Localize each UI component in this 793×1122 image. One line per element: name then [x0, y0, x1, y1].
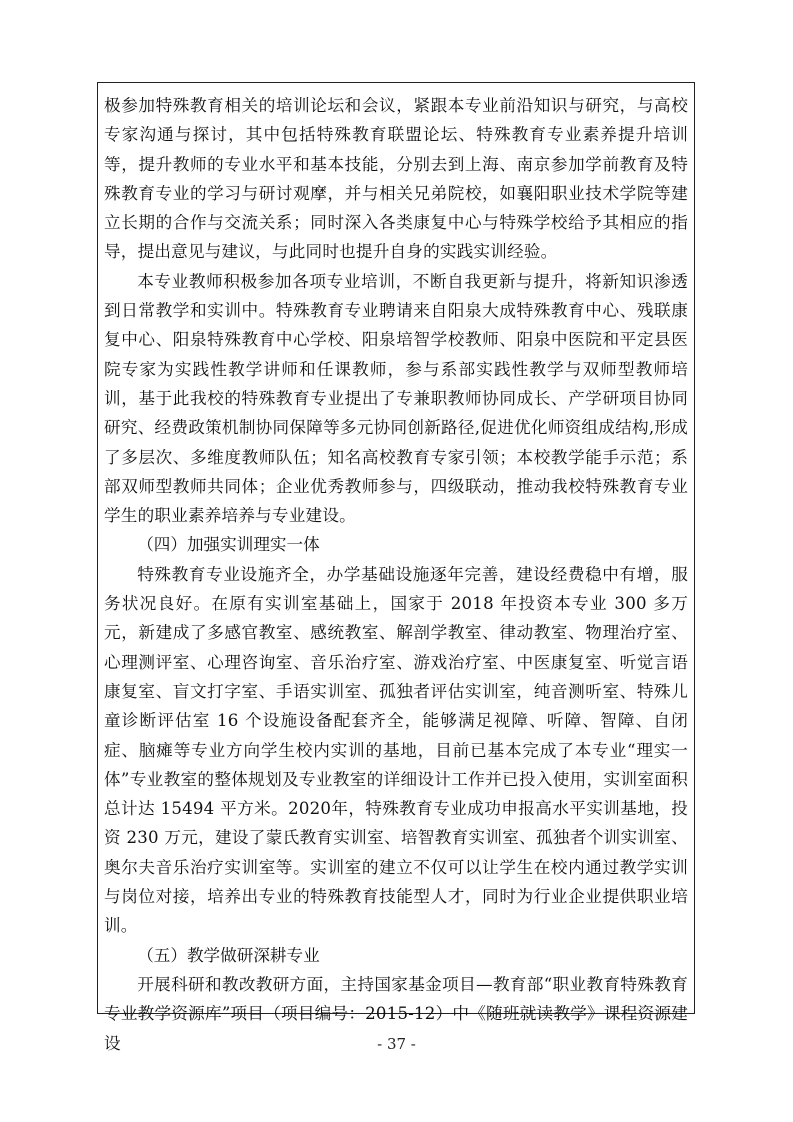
section-heading-teaching-research: （五）教学做研深耕专业 — [137, 945, 320, 965]
section-heading-training-integration: （四）加强实训理实一体 — [137, 535, 320, 555]
paragraph-teacher-training: 极参加特殊教育相关的培训论坛和会议，紧跟本专业前沿知识与研究，与高校专家沟通与探讨，其中包括特殊教育联盟论坛、特殊教育专业素养提升培训等，提升教师的专业水平和基本技能，分别去到上海、南京参加学前教育及特殊教育专业的学习与研讨观摩，并与相关兄弟院校，如襄阳职业技术学院等建立长期的合作与交流关系；同时深入各类康复中心与特殊学校给予其相应的指导，提出意见与建议，与此同时也提升自身的实践实训经验。 — [104, 96, 688, 262]
paragraph-professional-development: 本专业教师积极参加各项专业培训，不断自我更新与提升，将新知识渗透到日常教学和实训中。特殊教育专业聘请来自阳泉大成特殊教育中心、残联康复中心、阳泉特殊教育中心学校、阳泉培智学校教师、阳泉中医院和平定县医院专家为实践性教学讲师和任课教师，参与系部实践性教学与双师型教师培训，基于此我校的特殊教育专业提出了专兼职教师协同成长、产学研项目协同研究、经费政策机制协同保障等多元协同创新路径,促进优化师资组成结构,形成了多层次、多维度教师队伍；知名高校教育专家引领；本校教学能手示范；系部双师型教师共同体；企业优秀教师参与，四级联动，推动我校特殊教育专业学生的职业素养培养与专业建设。 — [104, 271, 688, 526]
page-number: - 37 - — [377, 1035, 416, 1053]
page-body — [104, 91, 688, 1058]
paragraph-research-projects: 开展科研和教改教研方面，主持国家基金项目—教育部“职业教育特殊教育专业教学资源库”项目（项目编号：2015-12）中《随班就读教学》课程资源建设 — [104, 974, 688, 1053]
paragraph-training-facilities: 特殊教育专业设施齐全，办学基础设施逐年完善，建设经费稳中有增，服务状况良好。在原有实训室基础上，国家于 2018 年投资本专业 300 多万元，新建成了多感官教室、感统教室、解剖学教室、律动教室、物理治疗室、心理测评室、心理咨询室、音乐治疗室、游戏治疗室、中医康复室、听觉言语康复室、盲文打字室、手语实训室、孤独者评估实训室，纯音测听室、特殊儿童诊断评估室 16 个设施设备配套齐全，能够满足视障、听障、智障、自闭症、脑瘫等专业方向学生校内实训的基地，目前已基本完成了本专业“理实一体”专业教室的整体规划及专业教室的详细设计工作并已投入使用，实训室面积总计达 15494 平方米。2020年，特殊教育专业成功申报高水平实训基地，投资 230 万元，建设了蒙氏教育实训室、培智教育实训室、孤独者个训实训室、奥尔夫音乐治疗实训室等。实训室的建立不仅可以让学生在校内通过教学实训与岗位对接，培养出专业的特殊教育技能型人才，同时为行业企业提供职业培训。 — [104, 564, 688, 936]
